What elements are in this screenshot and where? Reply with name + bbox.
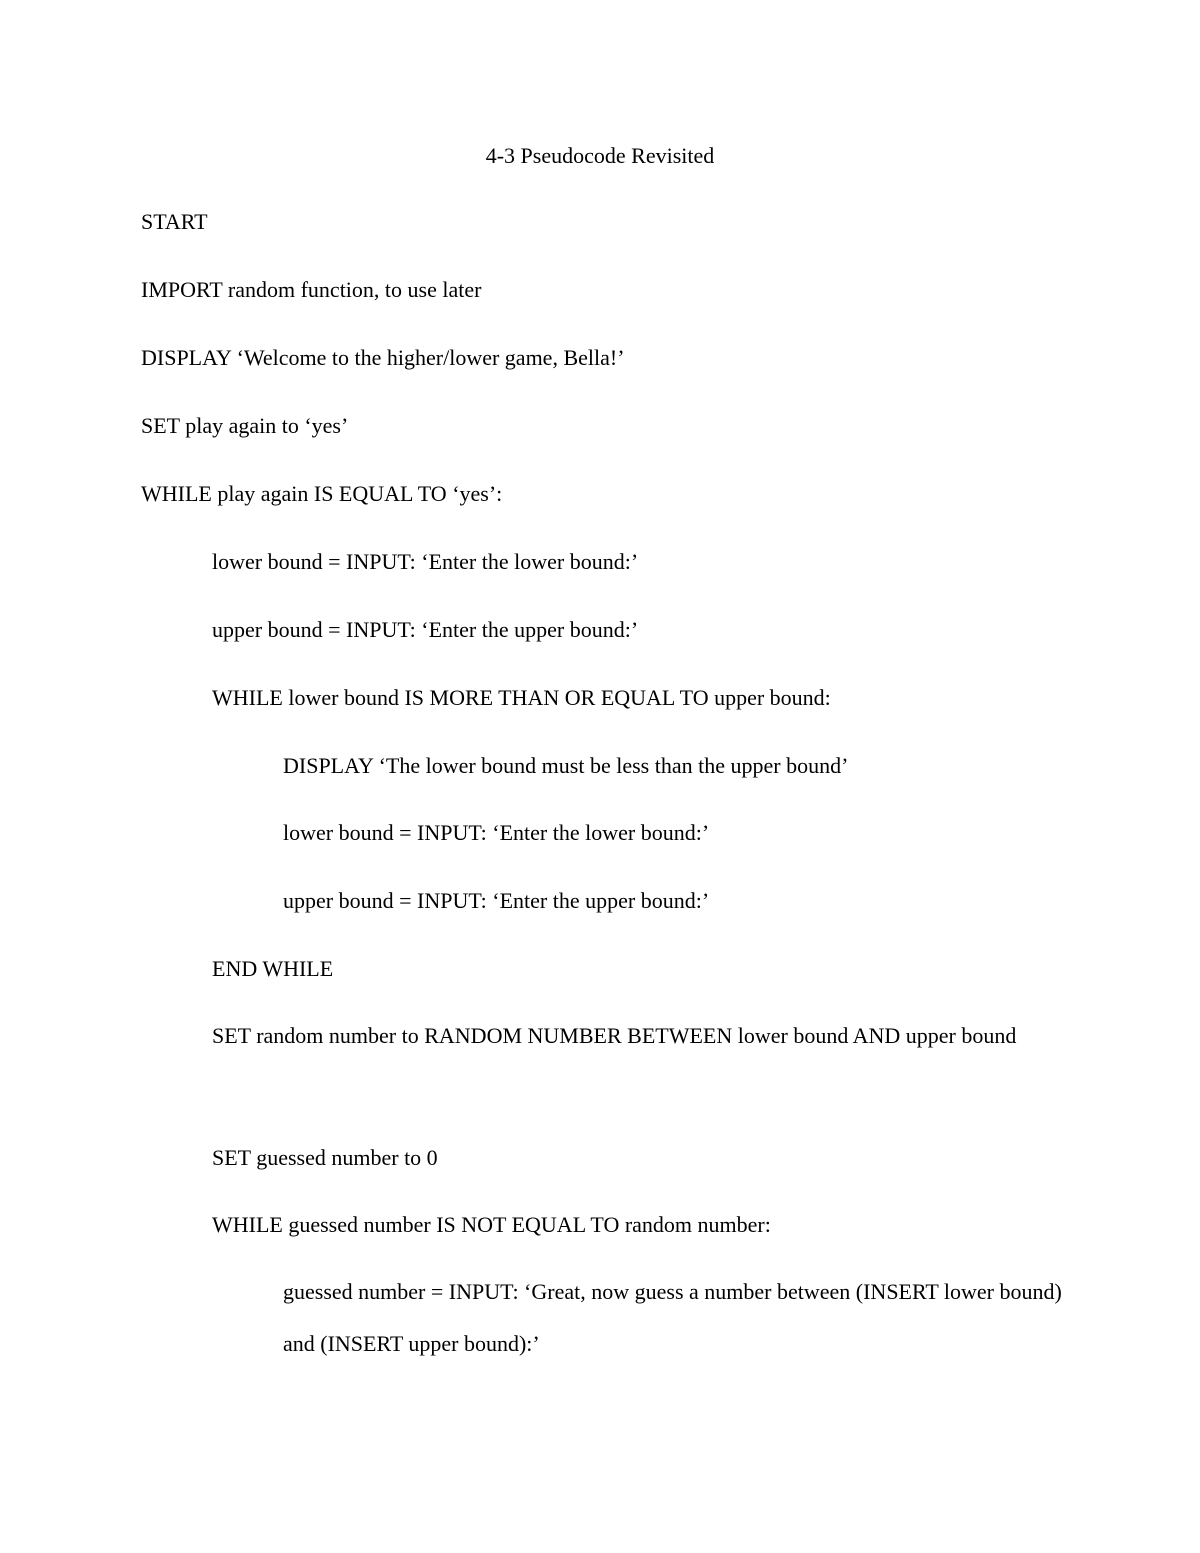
line-input-upper-bound: upper bound = INPUT: ‘Enter the upper bound:’ bbox=[212, 617, 639, 642]
line-set-random-number: SET random number to RANDOM NUMBER BETWEEN lower bound AND upper bound bbox=[212, 1023, 1017, 1048]
line-import: IMPORT random function, to use later bbox=[141, 277, 482, 302]
line-while-play-again: WHILE play again IS EQUAL TO ‘yes’: bbox=[141, 481, 503, 506]
document-title: 4-3 Pseudocode Revisited bbox=[485, 143, 715, 168]
line-end-while: END WHILE bbox=[212, 956, 334, 981]
line-set-guessed-number: SET guessed number to 0 bbox=[212, 1145, 438, 1170]
line-start: START bbox=[141, 209, 208, 234]
line-while-bounds-check: WHILE lower bound IS MORE THAN OR EQUAL TO upper bound: bbox=[212, 685, 831, 710]
line-input-lower-bound: lower bound = INPUT: ‘Enter the lower bound:’ bbox=[212, 549, 639, 574]
line-while-guess-loop: WHILE guessed number IS NOT EQUAL TO random number: bbox=[212, 1212, 771, 1237]
line-reinput-lower-bound: lower bound = INPUT: ‘Enter the lower bound:’ bbox=[283, 820, 710, 845]
line-set-play-again: SET play again to ‘yes’ bbox=[141, 413, 349, 438]
line-input-guess: guessed number = INPUT: ‘Great, now guess a number between (INSERT lower bound) and (INSERT upper bound):’ bbox=[283, 1279, 1062, 1356]
line-reinput-upper-bound: upper bound = INPUT: ‘Enter the upper bound:’ bbox=[283, 888, 710, 913]
line-display-bound-error: DISPLAY ‘The lower bound must be less than the upper bound’ bbox=[283, 753, 849, 778]
line-display-welcome: DISPLAY ‘Welcome to the higher/lower game, Bella!’ bbox=[141, 345, 625, 370]
